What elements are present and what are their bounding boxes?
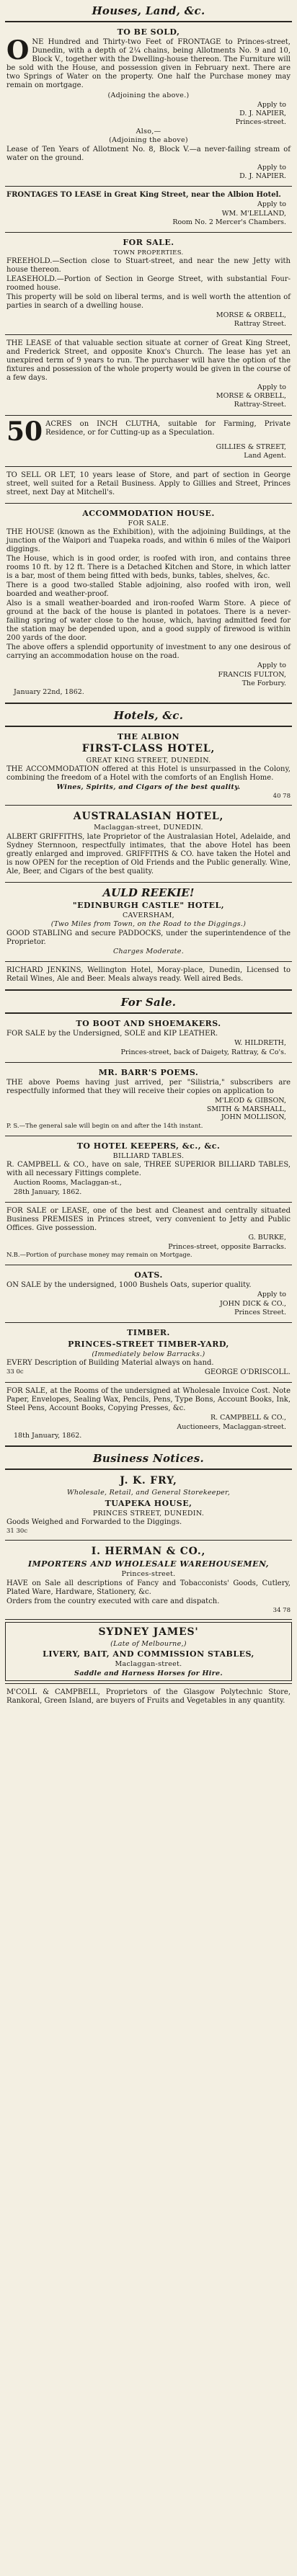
ad-heading: J. K. FRY,	[120, 1475, 177, 1487]
divider	[5, 415, 292, 416]
divider	[5, 1012, 292, 1014]
ad-signature: JOHN DICK & CO.,	[220, 1299, 286, 1308]
ad-body: THE above Poems having just arrived, per "Silistria," subscribers are respectfully informed that they will receive their copies on application to	[6, 1079, 291, 1096]
ad-heading: FRONTAGES TO LEASE in Great King Street, near the Albion Hotel.	[6, 191, 281, 200]
ad-body: NE Hundred and Thirty-two Feet of FRONTAGE to Princes-street, Dunedin, with a depth of 2¼ chains, being Allotments No. 9 and 10, Block V., together with the Dwelling-house thereon. The Furniture will be sold with the House, and possession given in February next. There are two Springs of Water on the property. One half the Purchase money may remain on mortgage.	[6, 38, 291, 90]
ad-body: EVERY Description of Building Material always on hand.	[6, 1359, 214, 1368]
ad-reference: 34 78	[272, 1606, 291, 1614]
ad-mccoll-campbell	[5, 1686, 292, 1709]
ad-signature: MORSE & ORBELL,	[216, 392, 286, 401]
divider	[5, 1062, 292, 1063]
ad-note: (Two Miles from Town, on the Road to the Diggings.)	[50, 920, 247, 929]
ad-signature: GEORGE O'DRISCOLL.	[204, 1368, 291, 1377]
section-heading-hotels: Hotels, &c.	[113, 708, 184, 722]
ad-body: There is a good two-stalled Stable adjoining, also roofed with iron, well boarded and weather-proof.	[6, 581, 291, 599]
divider	[5, 1445, 292, 1447]
divider	[5, 1619, 292, 1620]
ad-sale-or-lease	[5, 1205, 292, 1262]
ad-date: January 22nd, 1862.	[14, 688, 84, 697]
ad-address: Princes-street.	[235, 118, 286, 127]
ad-accommodation-house	[5, 506, 292, 700]
ad-body: ALBERT GRIFFITHS, late Proprietor of the Australasian Hotel, Adelaide, and Sydney Sternnoon, respectfully intimates, that the above Hotel has been greatly enlarged and improved. GRIFFITHS & CO. have taken the Hotel and is now OPEN for the reception of Old Friends and the Public generally. Wine, Ale, Beer, and Cigars of the best quality.	[6, 832, 291, 875]
ad-apply: Apply to	[257, 1291, 286, 1299]
ad-heading: I. HERMAN & CO.,	[91, 1546, 206, 1558]
ad-body: HAVE on Sale all descriptions of Fancy and Tobacconists' Goods, Cutlery, Plated Ware, Hardware, Stationery, &c.	[6, 1579, 291, 1596]
ad-date: 18th January, 1862.	[14, 1431, 82, 1440]
ad-body: FOR SALE or LEASE, one of the best and Cleanest and centrally situated Business PREMISES in Princes street, very convenient to Jetty and Public Offices. Give possession.	[6, 1207, 291, 1233]
ad-signature: GILLIES & STREET,	[216, 442, 286, 451]
ad-heading: OATS.	[134, 1270, 163, 1280]
ad-heading: AUSTRALASIAN HOTEL,	[73, 810, 224, 822]
divider	[5, 466, 292, 467]
ad-heading: MR. BARR'S POEMS.	[98, 1068, 199, 1078]
ad-body: Goods Weighed and Forwarded to the Diggings.	[6, 1518, 182, 1527]
ad-charges: Charges Moderate.	[112, 947, 185, 955]
ad-auld-reekie	[5, 885, 292, 959]
ad-sydney-james	[5, 1622, 292, 1681]
ad-apply: Apply to	[257, 383, 286, 391]
divider	[5, 726, 292, 727]
ad-lease	[5, 337, 292, 413]
drop-number: 50	[6, 416, 43, 447]
ad-body: TO SELL OR LET, 10 years lease of Store, and part of section in George street, well suited for a Retail Business. Apply to Gillies and Street, Princes street, next Day at Mitchell's.	[6, 471, 291, 496]
ad-subheading: PRINCES-STREET TIMBER-YARD,	[68, 1339, 229, 1349]
ad-body: THE LEASE of that valuable section situate at corner of Great King Street, and Frederick Street, and opposite Knox's Church. The lease has yet an unexpired term of 9 years to run. The purchaser will have the option of the fixtures and possession of the whole property would be given in the course of a few days.	[6, 339, 291, 382]
ad-date: 28th January, 1862.	[14, 1187, 82, 1196]
ad-subheading: BILLIARD TABLES.	[112, 1151, 185, 1160]
ad-body: Orders from the country executed with care and dispatch.	[6, 1597, 220, 1605]
ad-reference: 31 30c	[6, 1528, 28, 1536]
ad-body: LEASEHOLD.—Portion of Section in George Street, with substantial Four-roomed house.	[6, 275, 291, 292]
ad-signature: W. HILDRETH,	[234, 1039, 286, 1048]
ad-subheading: Maclaggan-street, DUNEDIN.	[94, 824, 203, 832]
ad-signature-2: D. J. NAPIER.	[239, 171, 286, 180]
ad-body: GOOD STABLING and secure PADDOCKS, under the superintendence of the Proprietor.	[6, 929, 291, 946]
ad-note: (Immediately below Barracks.)	[92, 1350, 205, 1358]
ad-to-sell-or-let	[5, 469, 292, 501]
ad-address: Rattray-Street.	[234, 401, 286, 409]
divider	[5, 1322, 292, 1323]
ad-body: This property will be sold on liberal terms, and is well worth the attention of parties in search of a dwelling house.	[6, 293, 291, 310]
divider	[5, 703, 292, 704]
ad-address: Princes-street.	[121, 1570, 176, 1579]
ad-place: CAVERSHAM,	[122, 912, 174, 920]
ad-body: The House, which is in good order, is roofed with iron, and contains three rooms 10 ft. by 12 ft. There is a Detached Kitchen and Store, in which latter is a bar, most of them being fitted with beds, bunks, tables, shelves, &c.	[6, 555, 291, 581]
ad-footer	[6, 1368, 291, 1377]
ad-postscript: P. S.—The general sale will begin on and after the 14th instant.	[6, 1122, 203, 1130]
ad-also: Also,—	[136, 127, 161, 135]
ad-apply-2: Apply to	[257, 163, 286, 171]
divider	[5, 186, 292, 187]
ad-address: Maclaggan-street.	[115, 1660, 182, 1669]
ad-fry	[5, 1472, 292, 1538]
ad-subheading: IMPORTERS AND WHOLESALE WAREHOUSEMEN,	[27, 1559, 270, 1569]
ad-herman	[5, 1543, 292, 1617]
ad-body: ACRES on INCH CLUTHA, suitable for Farming, Private Residence, or for Cutting-up as a Speculation.	[45, 419, 291, 437]
ad-address: Room No. 2 Mercer's Chambers.	[172, 218, 286, 227]
ad-signature: WM. M'LELLAND,	[221, 209, 286, 218]
ad-subheading: TUAPEKA HOUSE,	[105, 1498, 192, 1508]
ad-signature: FRANCIS FULTON,	[218, 670, 286, 679]
section-heading-houses: Houses, Land, &c.	[92, 4, 205, 17]
ad-address: Princes Street.	[234, 1309, 286, 1317]
ad-note: (Adjoining the above.)	[107, 92, 190, 100]
ad-heading: FOR SALE.	[123, 238, 174, 248]
section-heading-business: Business Notices.	[92, 1452, 205, 1466]
ad-body: RICHARD JENKINS, Wellington Hotel, Moray-place, Dunedin, Licensed to Retail Wines, Ale and Beer. Meals always ready. Well aired Beds.	[6, 966, 291, 984]
ad-heading: AULD REEKIE!	[102, 886, 195, 899]
divider	[5, 334, 292, 335]
ad-wellington-hotel	[5, 964, 292, 987]
ad-body: R. CAMPBELL & CO., have on sale, THREE SUPERIOR BILLIARD TABLES, with all necessary Fittings complete.	[6, 1161, 291, 1178]
ad-lease: Lease of Ten Years of Allotment No. 8, Block V.—a never-failing stream of water on the ground.	[6, 145, 291, 162]
ad-body: THE HOUSE (known as the Exhibition), with the adjoining Buildings, at the junction of the Waipori and Tuapeka roads, and within 6 miles of the Waipori diggings.	[6, 528, 291, 554]
ad-address: Princes-street, opposite Barracks.	[168, 1242, 286, 1251]
ad-heading: SYDNEY JAMES'	[98, 1626, 199, 1638]
ad-body: FOR SALE by the Undersigned, SOLE and KIP LEATHER.	[6, 1030, 218, 1038]
ad-reference: 40 78	[272, 792, 291, 800]
ad-australasian-hotel	[5, 808, 292, 880]
divider	[5, 1683, 292, 1684]
ad-body: THE ACCOMMODATION offered at this Hotel is unsurpassed in the Colony, combining the freedom of a Hotel with the comforts of an English Home.	[6, 765, 291, 783]
ad-heading: TO BOOT AND SHOEMAKERS.	[76, 1019, 221, 1029]
ad-subheading: FOR SALE.	[128, 519, 169, 527]
ad-signature: MORSE & ORBELL,	[216, 311, 286, 319]
ad-address: Auction Rooms, Maclaggan-st.,	[14, 1179, 122, 1187]
ad-apply: Apply to	[257, 100, 286, 109]
divider	[5, 805, 292, 806]
ad-albion-hotel	[5, 729, 292, 803]
newspaper-column	[5, 0, 292, 1709]
ad-address: Auctioneers, Maclaggan-street.	[177, 1422, 286, 1431]
ad-subheading: LIVERY, BAIT, AND COMMISSION STABLES,	[43, 1649, 254, 1659]
ad-note-2: (Adjoining the above)	[109, 136, 188, 145]
ad-reference: 33 0c	[6, 1368, 24, 1376]
ad-signature: D. J. NAPIER,	[239, 109, 286, 117]
ad-address: Land Agent.	[244, 452, 286, 460]
ad-address: Rattray Street.	[234, 320, 286, 329]
ad-address: Princes-street, back of Daigety, Rattray, & Co's.	[120, 1048, 286, 1056]
ad-body: FREEHOLD.—Section close to Stuart-street, and near the new Jetty with house thereon.	[6, 257, 291, 274]
divider	[5, 1469, 292, 1470]
drop-cap: O	[6, 35, 30, 66]
divider	[5, 21, 292, 22]
ad-heading: TO BE SOLD,	[117, 27, 180, 37]
ad-apply: Apply to	[257, 661, 286, 670]
ad-body: Also is a small weather-boarded and iron-roofed Warm Store. A piece of ground at the back of the house is planted in potatoes. There is a never-failing spring of water close to the house, which, having admitted feed for the station may be depended upon, and a good supply of firewood is within 200 yards of the door.	[6, 600, 291, 643]
ad-heading: TIMBER.	[127, 1328, 170, 1338]
ad-tagline: Saddle and Harness Horses for Hire.	[74, 1669, 223, 1677]
ad-barr-poems	[5, 1065, 292, 1133]
ad-stationery-sale	[5, 1385, 292, 1443]
ad-heading: FIRST-CLASS HOTEL,	[81, 742, 216, 754]
divider	[5, 1202, 292, 1203]
divider	[5, 882, 292, 883]
ad-note: N.B.—Portion of purchase money may remain on Mortgage.	[6, 1251, 192, 1259]
ad-body: ON SALE by the undersigned, 1000 Bushels Oats, superior quality.	[6, 1281, 252, 1290]
ad-body: The above offers a splendid opportunity of investment to any one desirous of carrying an accommodation house on the road.	[6, 643, 291, 661]
ad-billiard-tables	[5, 1138, 292, 1200]
ad-timber	[5, 1325, 292, 1380]
ad-subheading: TOWN PROPERTIES.	[113, 249, 184, 257]
ad-address: PRINCES STREET, DUNEDIN.	[92, 1509, 205, 1517]
ad-to-be-sold	[5, 24, 292, 184]
ad-tagline: Wines, Spirits, and Cigars of the best quality.	[56, 783, 241, 792]
divider	[5, 989, 292, 991]
ad-body: M'COLL & CAMPBELL, Proprietors of the Glasgow Polytechnic Store, Rankoral, Green Island, are buyers of Fruits and Vegetables in any quantity.	[6, 1688, 291, 1706]
ad-frontages	[5, 189, 292, 230]
ad-apply: Apply to	[257, 200, 286, 209]
ad-oats	[5, 1267, 292, 1320]
ad-signature: R. CAMPBELL & CO.,	[210, 1414, 286, 1422]
ad-subheading: (Late of Melbourne,)	[110, 1639, 187, 1648]
ad-for-sale-town-properties	[5, 235, 292, 331]
ad-boot-shoemakers	[5, 1016, 292, 1060]
section-heading-for-sale: For Sale.	[120, 996, 177, 1010]
ad-heading: THE ALBION	[117, 731, 180, 741]
ad-signature: M'LEOD & GIBSON, SMITH & MARSHALL, JOHN MOLLISON,	[206, 1097, 286, 1122]
divider	[5, 232, 292, 233]
ad-signature: G. BURKE,	[248, 1234, 286, 1242]
ad-address: The Forbury.	[241, 679, 286, 687]
ad-body: FOR SALE, at the Rooms of the undersigned at Wholesale Invoice Cost. Note Paper, Envelopes, Sealing Wax, Pencils, Pens, Type Bons, Account Books, Ink, Steel Pens, Account Books, Copying Presses, &c.	[6, 1387, 291, 1413]
ad-heading: TO HOTEL KEEPERS, &c., &c.	[76, 1141, 221, 1151]
ad-subheading: Wholesale, Retail, and General Storekeeper,	[66, 1489, 231, 1497]
ad-fifty-acres	[5, 418, 292, 464]
divider	[5, 1382, 292, 1383]
ad-heading: ACCOMMODATION HOUSE.	[82, 508, 215, 518]
divider	[5, 503, 292, 504]
divider	[5, 961, 292, 962]
ad-subheading: GREAT KING STREET, DUNEDIN.	[86, 756, 211, 765]
ad-subheading: "EDINBURGH CASTLE" HOTEL,	[72, 900, 225, 910]
divider	[5, 1540, 292, 1541]
